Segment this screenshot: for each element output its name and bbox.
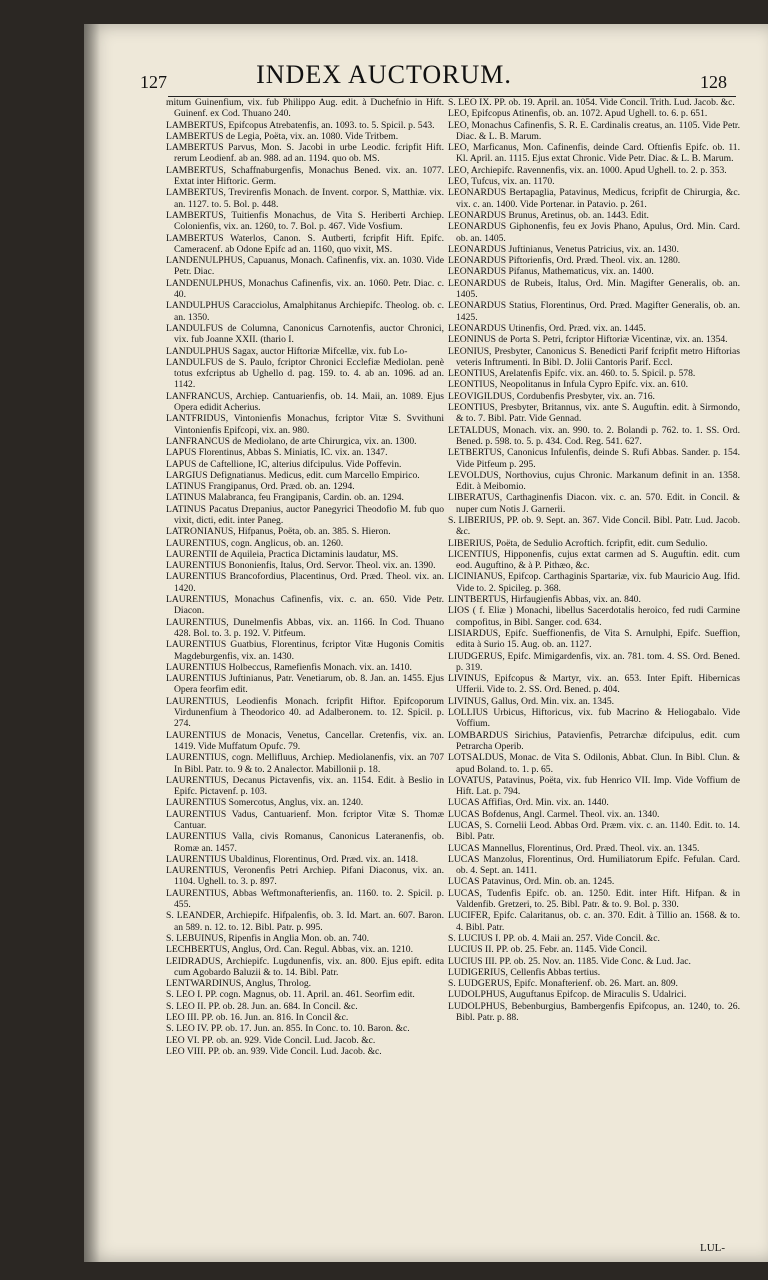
index-entry: LETBERTUS, Canonicus Infulenfis, deinde S. Rufi Abbas. Sander. p. 154. Vide Pitfeum p. 295. — [448, 447, 740, 470]
index-entry: LEONARDUS Pifanus, Mathematicus, vix. an. 1400. — [448, 266, 654, 278]
index-entry: LOTSALDUS, Monac. de Vita S. Odilonis, Abbat. Clun. In Bibl. Clun. & apud Boland. to. 1. p. 65. — [448, 752, 740, 775]
index-entry: LAURENTIUS, Decanus Pictavenfis, vix. an. 1154. Edit. à Beslio in Epifc. Pictavenf. p. 103. — [166, 774, 444, 798]
index-entry: LUCIUS III. PP. ob. 25. Nov. an. 1185. Vide Conc. & Lud. Jac. — [448, 955, 691, 967]
index-entry: LAURENTIUS Guatbius, Florentinus, fcriptor Vitæ Hugonis Comitis Magdeburgenfis, vix. an. 1430. — [166, 639, 444, 662]
index-entry: LEONIUS, Presbyter, Canonicus S. Benedicti Parif fcripfit metro Hiftorias veteris Inftrumenti. In Bibl. D. Jolii Cantoris Parif. Eccl. — [448, 345, 740, 368]
index-entry: LETALDUS, Monach. vix. an. 990. to. 2. Bolandi p. 762. to. 1. SS. Ord. Bened. p. 598. to. 5. p. 434. Cod. Reg. 541. 627. — [448, 424, 740, 447]
index-entry: LEO, Monachus Cafinenfis, S. R. E. Cardinalis creatus, an. 1105. Vide Petr. Diac. & L. B. Marum. — [448, 119, 740, 142]
index-entry: LEONTIUS, Neopolitanus in Infula Cypro Epifc. vix. an. 610. — [448, 379, 689, 391]
index-entry: LEONARDUS Juftinianus, Venetus Patricius, vix. an. 1430. — [448, 243, 679, 255]
index-entry: LATINUS Malabranca, feu Frangipanis, Cardin. ob. an. 1294. — [166, 492, 404, 504]
index-entry: LAURENTIUS Somercotus, Anglus, vix. an. 1240. — [166, 797, 364, 809]
running-head: INDEX AUCTORUM. — [256, 60, 512, 89]
index-entry: LUDIGERIUS, Cellenfis Abbas tertius. — [448, 966, 601, 978]
index-entry: LAURENTIUS, Leodienfis Monach. fcripfit Hiftor. Epifcoporum Virdunenfium à Theodorico 40. ad Adalberonem. to. 12. Spicil. p. 274. — [166, 695, 444, 730]
index-entry: LEO, Epifcopus Atinenfis, ob. an. 1072. Apud Ughell. to. 6. p. 651. — [448, 108, 708, 120]
index-entry: LAURENTIUS Ubaldinus, Florentinus, Ord. Præd. vix. an. 1418. — [166, 853, 419, 865]
index-entry: LEO, Archiepifc. Ravennenfis, vix. an. 1000. Apud Ughell. to. 2. p. 353. — [448, 164, 727, 176]
index-entry: S. LIBERIUS, PP. ob. 9. Sept. an. 367. Vide Concil. Bibl. Patr. Lud. Jacob. &c. — [448, 514, 740, 538]
index-entry: LENTWARDINUS, Anglus, Throlog. — [166, 978, 312, 990]
index-entry: LARGIUS Defignatianus. Medicus, edit. cum Marcello Empirico. — [166, 469, 420, 481]
index-entry: LAURENTIUS, Dunelmenfis Abbas, vix. an. 1166. In Cod. Thuano 428. Bol. to. 3. p. 192. V. Pitfeum. — [166, 616, 444, 639]
index-entry: LEO III. PP. ob. 16. Jun. an. 816. In Concil &c. — [166, 1012, 349, 1024]
index-entry: LANDENULPHUS, Monachus Cafinenfis, vix. an. 1060. Petr. Diac. c. 40. — [166, 277, 444, 301]
index-entry: LAURENTIUS Vadus, Cantuarienf. Mon. fcriptor Vitæ S. Thomæ Cantuar. — [166, 808, 444, 831]
index-entry: LEOVIGILDUS, Cordubenfis Presbyter, vix. an. 716. — [448, 390, 655, 402]
index-entry: LEONINUS de Porta S. Petri, fcriptor Hiftoriæ Vicentinæ, vix. an. 1354. — [448, 334, 728, 346]
index-entry: LANTFRIDUS, Vintonienfis Monachus, fcriptor Vitæ S. Svvithuni Vintonienfis Epifcopi, vix. an. 980. — [166, 413, 444, 436]
index-entry: LAURENTIUS Bononienfis, Italus, Ord. Servor. Theol. vix. an. 1390. — [166, 560, 436, 572]
index-entry: LANFRANCUS, Archiep. Cantuarienfis, ob. 14. Maii, an. 1089. Ejus Opera edidit Acherius. — [166, 390, 444, 414]
index-entry: LEONTIUS, Arelatenfis Epifc. vix. an. 460. to. 5. Spicil. p. 578. — [448, 368, 696, 380]
index-entry: LANFRANCUS de Mediolano, de arte Chirurgica, vix. an. 1300. — [166, 435, 417, 447]
index-entry: S. LEO IX. PP. ob. 19. April. an. 1054. Vide Concil. Trith. Lud. Jacob. &c. — [448, 97, 735, 108]
index-entry: LAURENTIUS, Abbas Weftmonafterienfis, an. 1160. to. 2. Spicil. p. 455. — [166, 887, 444, 911]
index-entry: LEO VI. PP. ob. an. 929. Vide Concil. Lud. Jacob. &c. — [166, 1034, 376, 1046]
index-entry: LEVOLDUS, Northovius, cujus Chronic. Markanum definit in an. 1358. Edit. à Meibomio. — [448, 469, 740, 493]
index-entry: LAURENTIUS, cogn. Anglicus, ob. an. 1260. — [166, 537, 344, 549]
index-entry: LANDULPHUS Sagax, auctor Hiftoriæ Mifcellæ, vix. fub Lo- — [166, 345, 408, 357]
index-entry: LUCAS Patavinus, Ord. Min. ob. an. 1245. — [448, 876, 615, 888]
left-index-column — [166, 97, 444, 1057]
index-entry: LAURENTIUS Valla, civis Romanus, Canonicus Lateranenfis, ob. Romæ an. 1457. — [166, 831, 444, 854]
index-entry: LAMBERTUS, Tuitienfis Monachus, de Vita S. Heriberti Archiep. Colonienfis, vix. an. 1260, to. 7. Bol. p. 467. Vide Vosfium. — [166, 209, 444, 233]
index-entry: LAPUS Florentinus, Abbas S. Miniatis, IC. vix. an. 1347. — [166, 447, 388, 459]
index-entry: LAURENTIUS, Monachus Cafinenfis, vix. c. an. 650. Vide Petr. Diacon. — [166, 594, 444, 617]
index-entry: LANDENULPHUS, Capuanus, Monach. Cafinenfis, vix. an. 1030. Vide Petr. Diac. — [166, 255, 444, 278]
index-entry: LEONTIUS, Presbyter, Britannus, vix. ante S. Auguftin. edit. à Sirmondo, & to. 7. Bibl. Patr. Vide Gennad. — [448, 402, 740, 425]
index-entry: LEONARDUS Brunus, Aretinus, ob. an. 1443. Edit. — [448, 209, 649, 221]
index-entry: LUCAS Mannellus, Florentinus, Ord. Præd. Theol. vix. an. 1345. — [448, 842, 700, 854]
index-entry: LAMBERTUS Parvus, Mon. S. Jacobi in urbe Leodic. fcripfit Hift. rerum Leodienf. ab an. 988. ad an. 1194. quo ob. MS. — [166, 142, 444, 165]
index-entry: S. LUCIUS I. PP. ob. 4. Maii an. 257. Vide Concil. &c. — [448, 932, 660, 944]
page-gutter-shadow — [84, 24, 100, 1262]
catchword: LUL- — [700, 1242, 726, 1254]
index-entry: S. LEBUINUS, Ripenfis in Anglia Mon. ob. an. 740. — [166, 932, 370, 944]
index-entry: LIBERATUS, Carthaginenfis Diacon. vix. c. an. 570. Edit. in Concil. & nuper cum Notis J. Garnerii. — [448, 492, 740, 515]
index-entry: LAURENTIUS, Veronenfis Petri Archiep. Pifani Diaconus, vix. an. 1104. Ughell. to. 3. p. 897. — [166, 865, 444, 888]
index-entry: LAMBERTUS de Legia, Poëta, vix. an. 1080. Vide Tritbem. — [166, 130, 399, 142]
left-page-number: 127 — [140, 72, 167, 92]
index-entry: LUCIUS II. PP. ob. 25. Febr. an. 1145. Vide Concil. — [448, 944, 648, 956]
index-entry: S. LUDGERUS, Epifc. Monafterienf. ob. 26. Mart. an. 809. — [448, 978, 678, 990]
index-entry: LATRONIANUS, Hifpanus, Poëta, ob. an. 385. S. Hieron. — [166, 526, 391, 538]
index-entry: LIBERIUS, Poëta, de Sedulio Acroftich. fcripfit, edit. cum Sedulio. — [448, 537, 708, 549]
index-entry: S. LEO I. PP. cogn. Magnus, ob. 11. April. an. 461. Seorfim edit. — [166, 989, 415, 1001]
index-entry: LEO, Tufcus, vix. an. 1170. — [448, 176, 555, 188]
index-entry: LATINUS Pacatus Drepanius, auctor Panegyrici Theodofio M. fub quo vixit, dicti, edit. inter Paneg. — [166, 503, 444, 526]
index-entry: LEONARDUS Piftorienfis, Ord. Præd. Theol. vix. an. 1280. — [448, 255, 681, 267]
index-entry: LUDOLPHUS, Bebenburgius, Bambergenfis Epifcopus, an. 1240, to. 26. Bibl. Patr. p. 88. — [448, 1000, 740, 1024]
index-entry: LAURENTIUS Holbeccus, Ramefienfis Monach. vix. an. 1410. — [166, 661, 412, 673]
index-entry: LAMBERTUS, Trevirenfis Monach. de Invent. corpor. S, Matthiæ. vix. an. 1127. to. 5. Bol. p. 448. — [166, 187, 444, 210]
index-entry: LATINUS Frangipanus, Ord. Præd. ob. an. 1294. — [166, 481, 355, 493]
index-entry: LAPUS de Caftellione, IC, alterius difcipulus. Vide Poffevin. — [166, 458, 402, 470]
index-entry: LUDOLPHUS, Auguftanus Epifcop. de Miraculis S. Udalrici. — [448, 989, 687, 1001]
index-entry: LIVINUS, Epifcopus & Martyr, vix. an. 653. Inter Epift. Hibernicas Ufferii. Vide to. 2. SS. Ord. Bened. p. 404. — [448, 673, 740, 696]
index-entry: LEONARDUS Giphonenfis, feu ex Jovis Phano, Apulus, Ord. Min. Card. ob. an. 1405. — [448, 221, 740, 244]
right-index-column — [448, 97, 740, 1023]
index-entry: LANDULFUS de S. Paulo, fcriptor Chronici Ecclefiæ Mediolan. penè totus exfcriptus ab Ughello d. pag. 159. to. 4. ab an. 1096. ad an. 1142. — [166, 356, 444, 391]
index-entry: LUCAS Manzolus, Florentinus, Ord. Humiliatorum Epifc. Fefulan. Card. ob. 4. Sept. an. 1411. — [448, 853, 740, 877]
index-entry: LOLLIUS Urbicus, Hiftoricus, vix. fub Macrino & Heliogabalo. Vide Voffium. — [448, 707, 740, 730]
index-entry: LAURENTIUS de Monacis, Venetus, Cancellar. Cretenfis, vix. an. 1419. Vide Muffatum Opufc. 79. — [166, 729, 444, 752]
index-entry: LAMBERTUS, Epifcopus Atrebatenfis, an. 1093. to. 5. Spicil. p. 543. — [166, 119, 435, 131]
index-entry: LICENTIUS, Hipponenfis, cujus extat carmen ad S. Auguftin. edit. cum eod. Auguftino, & à P. Pithæo, &c. — [448, 548, 740, 572]
index-entry: LUCAS Affifias, Ord. Min. vix. an. 1440. — [448, 797, 609, 809]
index-entry: LAURENTIUS Brancofordius, Placentinus, Ord. Præd. Theol. vix. an. 1420. — [166, 571, 444, 594]
index-entry: LEIDRADUS, Archiepifc. Lugdunenfis, vix. an. 800. Ejus epift. edita cum Agobardo Baluzii & to. 14. Bibl. Patr. — [166, 955, 444, 978]
index-entry: LAURENTIUS Juftinianus, Patr. Venetiarum, ob. 8. Jan. an. 1455. Ejus Opera feorfim edit. — [166, 673, 444, 696]
index-entry: LUCAS, Tudenfis Epifc. ob. an. 1250. Edit. inter Hift. Hifpan. & in Valdenfib. Gretzeri, to. 25. Bibl. Patr. & to. 9. Bol. p. 330. — [448, 887, 740, 911]
index-entry: S. LEO II. PP. ob. 28. Jun. an. 684. In Concil. &c. — [166, 1000, 358, 1012]
index-entry: S. LEO IV. PP. ob. 17. Jun. an. 855. In Conc. to. 10. Baron. &c. — [166, 1023, 410, 1035]
index-entry: LAMBERTUS, Schaffnaburgenfis, Monachus Bened. vix. an. 1077. Extat inter Hiftoric. Germ. — [166, 164, 444, 188]
index-entry: LEONARDUS Utinenfis, Ord. Præd. vix. an. 1445. — [448, 322, 646, 334]
index-entry: LAMBERTUS Waterlos, Canon. S. Autberti, fcripfit Hift. Epifc. Cameracenf. ab Odone Epifc ad an. 1160, quo vixit, MS. — [166, 232, 444, 255]
index-entry: LANDULFUS de Columna, Canonicus Carnotenfis, auctor Chronici, vix. fub Joanne XXII. (thario I. — [166, 322, 444, 346]
index-entry: LOMBARDUS Sirichius, Patavienfis, Petrarchæ difcipulus, edit. cum Petrarcha Operib. — [448, 729, 740, 752]
index-entry: LINTBERTUS, Hirfaugienfis Abbas, vix. an. 840. — [448, 594, 641, 606]
index-entry: LEONARDUS de Rubeis, Italus, Ord. Min. Magifter Generalis, ob. an. 1405. — [448, 277, 740, 301]
index-entry: LEONARDUS Statius, Florentinus, Ord. Præd. Magifter Generalis, ob. an. 1425. — [448, 300, 740, 323]
index-entry: LAURENTIUS, cogn. Mellifluus, Archiep. Mediolanenfis, vix. an 707 In Bibl. Patr. to. 9 & to. 2 Analector. Mabillonii p. 18. — [166, 752, 444, 775]
index-entry: mitum Guinenfium, vix. fub Philippo Aug. edit. à Duchefnio in Hift. Guinenf. ex Cod. Thuano 240. — [166, 97, 444, 120]
index-entry: LEONARDUS Bertapaglia, Patavinus, Medicus, fcripfit de Chirurgia, &c. vix. c. an. 1400. Vide Portenar. in Patavio. p. 261. — [448, 187, 740, 210]
index-entry: LIUDGERUS, Epifc. Mimigardenfis, vix. an. 781. tom. 4. SS. Ord. Bened. p. 319. — [448, 650, 740, 673]
index-entry: LEO VIII. PP. ob. an. 939. Vide Concil. Lud. Jacob. &c. — [166, 1045, 382, 1057]
index-entry: S. LEANDER, Archiepifc. Hifpalenfis, ob. 3. Id. Mart. an. 607. Baron. an 589. n. 12. to. 12. Bibl. Patr. p. 995. — [166, 910, 444, 933]
index-entry: LISIARDUS, Epifc. Sueffionenfis, de Vita S. Arnulphi, Epifc. Sueffion, edita à Surio 15. Aug. ob. an. 1127. — [448, 627, 740, 651]
index-entry: LUCIFER, Epifc. Calaritanus, ob. c. an. 370. Edit. à Tillio an. 1568. & to. 4. Bibl. Patr. — [448, 910, 740, 933]
right-page-number: 128 — [700, 72, 727, 92]
index-entry: LAURENTII de Aquileia, Practica Dictaminis laudatur, MS. — [166, 548, 399, 560]
index-entry: LUCAS, S. Cornelii Leod. Abbas Ord. Præm. vix. c. an. 1140. Edit. to. 14. Bibl. Patr. — [448, 820, 740, 843]
index-entry: LEO, Marficanus, Mon. Cafinenfis, deinde Card. Oftienfis Epifc. ob. 11. Kl. April. an. 1115. Ejus extat Chronic. Vide Petr. Diac. & L. B. Marum. — [448, 142, 740, 165]
index-entry: LICINIANUS, Epifcop. Carthaginis Spartariæ, vix. fub Mauricio Aug. Ifid. Vide to. 2. Spicileg. p. 368. — [448, 571, 740, 594]
index-entry: LOVATUS, Patavinus, Poëta, vix. fub Henrico VII. Imp. Vide Voffium de Hift. Lat. p. 794. — [448, 774, 740, 798]
index-entry: LECHBERTUS, Anglus, Ord. Can. Regul. Abbas, vix. an. 1210. — [166, 944, 413, 956]
index-entry: LIVINUS, Gallus, Ord. Min. vix. an. 1345. — [448, 695, 615, 707]
index-entry: LIOS ( f. Eliæ ) Monachi, libellus Sacerdotalis heroico, fed rudi Carmine compofitus, in Bibl. Sanger. cod. 634. — [448, 605, 740, 628]
index-entry: LANDULPHUS Caracciolus, Amalphitanus Archiepifc. Theolog. ob. c. an. 1350. — [166, 300, 444, 323]
index-entry: LUCAS Bofdenus, Angl. Carmel. Theol. vix. an. 1340. — [448, 808, 660, 820]
